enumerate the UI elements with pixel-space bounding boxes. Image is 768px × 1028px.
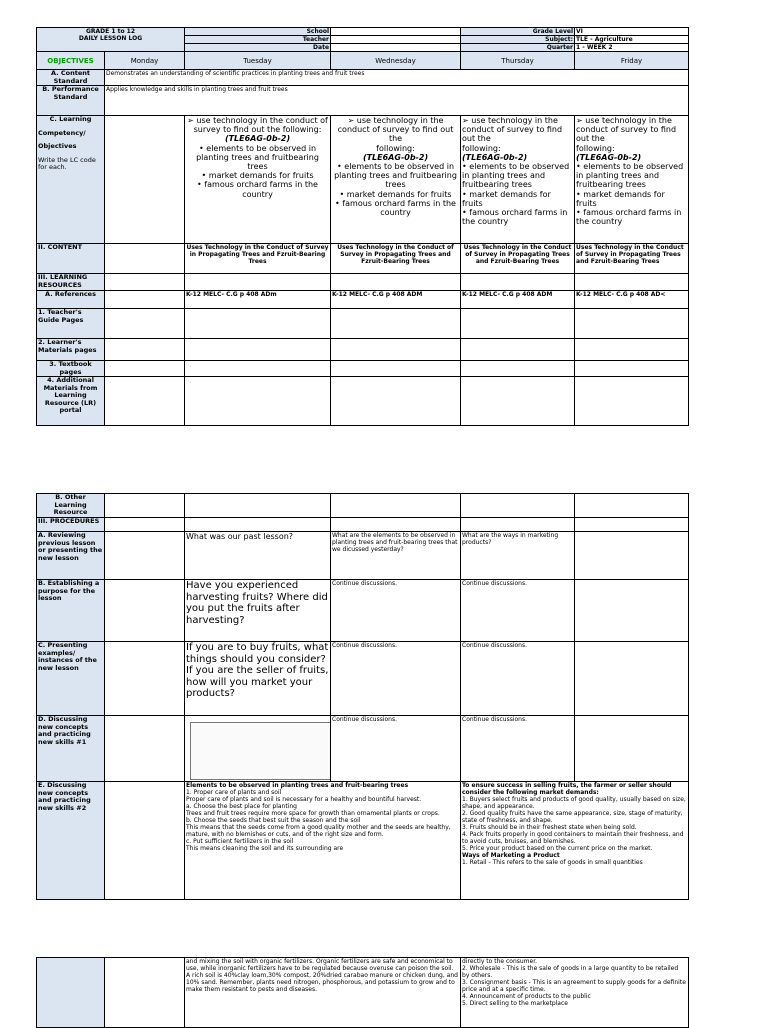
competency-thursday-line: • market demands for fruits (462, 189, 551, 208)
competency-tuesday-line: ➢ use technology in the conduct of survey to find out the following: (187, 116, 328, 135)
references-thursday: K-12 MELC- C.G p 408 ADM (461, 291, 575, 309)
dll-table-page-1 (36, 27, 689, 426)
dll-table-page-2 (36, 493, 689, 900)
references-tuesday: K-12 MELC- C.G p 408 ADm (185, 291, 331, 309)
discussing-1-row (37, 716, 689, 782)
references-row (37, 291, 689, 309)
reviewing-label: A. Reviewing previous lesson or presenting the new lesson (37, 532, 105, 580)
grade-range: GRADE 1 to 12 (85, 28, 136, 35)
competency-friday-line: following: (576, 143, 615, 153)
market-heading: To ensure success in selling fruits, the farmer or seller should (462, 782, 672, 789)
quarter-label: Quarter (461, 44, 575, 52)
school-value[interactable] (331, 28, 461, 36)
grade-level-value: VI (575, 28, 689, 36)
competency-thursday-line: ➢ use technology in the conduct of survey to find out the (462, 116, 563, 144)
dll-table-page-3 (36, 957, 689, 1028)
market-line: 4. Pack fruits properly in good containers to maintain their freshness, and to avoid cuts, bruises, and blemishes. (462, 831, 684, 845)
reviewing-tuesday: What was our past lesson? (185, 532, 331, 580)
elements-line: Proper care of plants and soil is necessary for a healthy and bountiful harvest. (186, 796, 422, 803)
elements-heading: Elements to be observed in planting trees and fruit-bearing trees (186, 782, 409, 789)
elements-line: This means that the seeds come from a good quality mother and the seeds are healthy, mature, with no blemishes or cuts, and of the right size and form. (186, 824, 451, 838)
other-resource-label: B. Other Learning Resource (37, 494, 105, 518)
references-label: A. References (37, 291, 105, 309)
competency-thursday (461, 116, 575, 244)
lc-code: (TLE6AG-0b-2) (462, 152, 528, 162)
presenting-tuesday: If you are to buy fruits, what things should you consider? If you are the seller of fruits, how will you market your products? (185, 642, 331, 716)
competency-tuesday-line: • famous orchard farms in the country (197, 180, 318, 199)
log-title: DAILY LESSON LOG (78, 35, 143, 42)
elements-line: Trees and fruit trees require more space for growth than ornamental plants or crops. (186, 810, 440, 817)
purpose-tuesday: Have you experienced harvesting fruits? Where did you put the fruits after harvesting? (185, 580, 331, 642)
teacher-label: Teacher (185, 36, 331, 44)
discussing-1-label: D. Discussing new concepts and practicing new skills #1 (37, 716, 105, 782)
quarter-value: 1 - WEEK 2 (575, 44, 689, 52)
competency-friday-line: ➢ use technology in the conduct of survey to find out the (576, 116, 677, 144)
content-standard-row (37, 70, 689, 86)
lc-code: (TLE6AG-0b-2) (362, 152, 429, 162)
competency-wednesday-line: • elements to be observed in planting trees and fruitbearing trees (334, 162, 457, 190)
other-resource-row (37, 494, 689, 518)
discussing-2-thursday (461, 782, 689, 900)
performance-standard-text: Applies knowledge and skills in planting trees and fruit trees (105, 86, 689, 116)
competency-label-1: C. Learning (49, 115, 92, 123)
discussing-1-tuesday (185, 716, 331, 782)
textbook-row (37, 361, 689, 377)
content-row (37, 244, 689, 274)
discussing-2-tuesday (185, 782, 461, 900)
references-monday (105, 291, 185, 309)
discussing-1-thursday: Continue discussions. (461, 716, 575, 782)
competency-tuesday-line: • elements to be observed in planting trees and fruitbearing trees (196, 143, 319, 172)
additional-materials-label: 4. Additional Materials from Learning Resource (LR) portal (37, 377, 105, 426)
content-tuesday: Uses Technology in the Conduct of Survey in Propagating Trees and Fzruit-Bearing Trees (185, 244, 331, 274)
subject-value: TLE - Agriculture (575, 36, 689, 44)
market-line: 1. Buyers select fruits and products of good quality, usually based on size, shape, and appearance. (462, 796, 686, 810)
competency-friday (575, 116, 689, 244)
friday-header: Friday (575, 52, 689, 70)
elements-line: c. Put sufficient fertilizers in the soil (186, 838, 294, 845)
market-heading: consider the following market demands: (462, 789, 599, 796)
content-standard-text: Demonstrates an understanding of scientific practices in planting trees and fruit trees (105, 70, 689, 86)
competency-tuesday-line: • market demands for fruits (201, 171, 314, 181)
purpose-thursday: Continue discussions. (461, 580, 575, 642)
competency-friday-line: • elements to be observed in planting trees and fruitbearing trees (576, 162, 684, 190)
subject-label: Subject: (461, 36, 575, 44)
teacher-value[interactable] (331, 36, 461, 44)
competency-friday-line: • famous orchard farms in the country (576, 208, 682, 227)
competency-thursday-line: • famous orchard farms in the country (462, 208, 568, 227)
content-wednesday: Uses Technology in the Conduct of Survey in Propagating Trees and Fzruit-Bearing Trees (331, 244, 461, 274)
discussing-2-label: E. Discussing new concepts and practicing new skills #2 (37, 782, 105, 900)
purpose-row (37, 580, 689, 642)
competency-friday-line: • market demands for fruits (576, 189, 665, 208)
content-label: II. CONTENT (37, 244, 105, 274)
procedures-label: III. PROCEDURES (37, 518, 105, 532)
competency-label-2: Competency/ (38, 128, 86, 137)
learning-resources-row (37, 274, 689, 291)
discussing-1-wednesday: Continue discussions. (331, 716, 461, 782)
continued-tuesday: and mixing the soil with organic fertilizers. Organic fertilizers are safe and economical to use, while inorganic fertilizers have to be regulated because overuse can poison the soil. A rich soil is 40%clay loam,30% compost, 20%dried carabao manure or chicken dung, and 10% sand. Remember, plants need nitrogen, phosphorous, and potassium to grow and to make them resistant to pests and diseases. (185, 958, 461, 1028)
presenting-row (37, 642, 689, 716)
content-thursday: Uses Technology in the Conduct of Survey in Propagating Trees and Fzruit-Bearing Trees (461, 244, 575, 274)
content-friday: Uses Technology in the Conduct of Survey in Propagating Trees and Fzruit-Bearing Trees (575, 244, 689, 274)
market-line: 3. Fruits should be in their freshest state when being sold. (462, 824, 637, 831)
textbook-label: 3. Textbook pages (37, 361, 105, 377)
reviewing-thursday: What are the ways in marketing products? (461, 532, 575, 580)
reviewing-row (37, 532, 689, 580)
references-friday: K-12 MELC- C.G p 408 AD< (575, 291, 689, 309)
competency-thursday-line: following: (462, 143, 501, 153)
competency-label-3: Objectives (38, 142, 77, 150)
elements-line: 1. Proper care of plants and soil (186, 789, 282, 796)
elements-line: This means cleaning the soil and its surrounding are (186, 845, 344, 852)
performance-standard-row (37, 86, 689, 116)
header-row-school (37, 28, 689, 36)
market-line: 5. Price your product based on the current price on the market. (462, 845, 653, 852)
purpose-label: B. Establishing a purpose for the lesson (37, 580, 105, 642)
market-line: 2. Good quality fruits have the same appearance, size, stage of maturity, state of freshness, and shape. (462, 810, 683, 824)
continued-thursday: directly to the consumer. 2. Wholesale - This is the sale of goods in a large quantity to be retailed by others. 3. Consignment basis - This is an agreement to supply goods for a definite price and at a specific time. 4. Announcement of products to the public 5. Direct selling to the marketplace (461, 958, 689, 1028)
elements-line: a. Choose the best place for planting (186, 803, 297, 810)
market-line: 1. Retail - This refers to the sale of goods in small quantities (462, 859, 643, 866)
grade-level-label: Grade Level (461, 28, 575, 36)
teachers-guide-label: 1. Teacher's Guide Pages (37, 309, 105, 339)
presenting-label: C. Presenting examples/ instances of the new lesson (37, 642, 105, 716)
learners-materials-label: 2. Learner's Materials pages (37, 339, 105, 361)
purpose-wednesday: Continue discussions. (331, 580, 461, 642)
competency-wednesday (331, 116, 461, 244)
days-row (37, 52, 689, 70)
teachers-guide-row (37, 309, 689, 339)
marketing-ways-heading: Ways of Marketing a Product (462, 852, 560, 859)
school-label: School (185, 28, 331, 36)
learners-materials-row (37, 339, 689, 361)
competency-label (37, 116, 105, 244)
date-label: Date (185, 44, 331, 52)
competency-row (37, 116, 689, 244)
competency-wednesday-line: following: (376, 143, 415, 153)
competency-monday (105, 116, 185, 244)
continued-row (37, 958, 689, 1028)
presenting-thursday: Continue discussions. (461, 642, 575, 716)
content-standard-label: A. Content Standard (37, 70, 105, 86)
learning-resources-label: III. LEARNING RESOURCES (37, 274, 105, 291)
competency-thursday-line: • elements to be observed in planting trees and fruitbearing trees (462, 162, 570, 190)
competency-label-4: Write the LC code for each. (38, 155, 96, 171)
directions-table-image (190, 722, 331, 780)
lc-code: (TLE6AG-0b-2) (576, 152, 642, 162)
monday-header: Monday (105, 52, 185, 70)
reviewing-wednesday: What are the elements to be observed in planting trees and fruit-bearing trees that we dicussed yesterday? (331, 532, 461, 580)
objectives-header: OBJECTIVES (37, 52, 105, 70)
thursday-header: Thursday (461, 52, 575, 70)
wednesday-header: Wednesday (331, 52, 461, 70)
date-value[interactable] (331, 44, 461, 52)
competency-wednesday-line: • market demands for fruits (339, 189, 452, 199)
content-monday (105, 244, 185, 274)
competency-tuesday (185, 116, 331, 244)
references-wednesday: K-12 MELC- C.G p 408 ADM (331, 291, 461, 309)
procedures-row (37, 518, 689, 532)
additional-materials-row (37, 377, 689, 426)
tuesday-header: Tuesday (185, 52, 331, 70)
log-title-cell (37, 28, 185, 52)
elements-line: b. Choose the seeds that best suit the season and the soil (186, 817, 361, 824)
competency-wednesday-line: ➢ use technology in the conduct of survey to find out the (337, 116, 454, 144)
lc-code: (TLE6AG-0b-2) (224, 134, 291, 144)
competency-wednesday-line: • famous orchard farms in the country (335, 198, 456, 218)
discussing-2-row (37, 782, 689, 900)
presenting-wednesday: Continue discussions. (331, 642, 461, 716)
performance-standard-label: B. Performance Standard (37, 86, 105, 116)
